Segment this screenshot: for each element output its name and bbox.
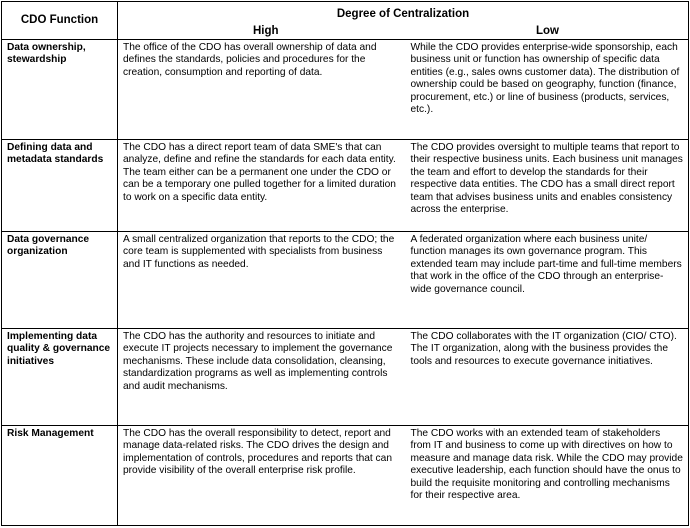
row-function-label: Data governance organization [2, 232, 118, 329]
row-function-label: Data ownership, stewardship [2, 40, 118, 140]
header-degree-title: Degree of Centralization [336, 8, 470, 20]
header-degree-cell [118, 2, 689, 40]
header-row [2, 2, 689, 40]
table-row [2, 140, 689, 232]
header-high: High [253, 25, 279, 37]
table-row [2, 426, 689, 526]
row-function-label: Risk Management [2, 426, 118, 526]
row-function-label: Defining data and metadata standards [2, 140, 118, 232]
table-row [2, 329, 689, 426]
row-high-text: The CDO has the authority and resources to initiate and execute IT projects necessary to implement the governance mechanisms. These include data consolidation, cleansing, standardization programs as well as implementing controls and audit mechanisms. [118, 329, 406, 426]
row-low-text: The CDO provides oversight to multiple teams that report to their respective business units. Each business unit manages the team and effort to develop the standards for their respective data entities. The CDO has a small direct report team that advises business units and enables consistency across the enterprise. [406, 140, 689, 232]
row-high-text: The CDO has the overall responsibility to detect, report and manage data-related risks. The CDO drives the design and implementation of controls, procedures and reports that can provide visibility of the overall enterprise risk profile. [118, 426, 406, 526]
table-row [2, 232, 689, 329]
row-high-text: The office of the CDO has overall ownership of data and defines the standards, policies and procedures for the creation, consumption and reporting of data. [118, 40, 406, 140]
row-high-text: A small centralized organization that reports to the CDO; the core team is supplemented with specialists from business and IT functions as needed. [118, 232, 406, 329]
row-low-text: A federated organization where each business unite/ function manages its own governance program. This extended team may include part-time and full-time members that work in the office of the CDO through an enterprise-wide governance council. [406, 232, 689, 329]
row-high-text: The CDO has a direct report team of data SME's that can analyze, define and refine the standards for each data entity. The team either can be a permanent one under the CDO or can be a temporary one pulled together for a limited duration to work on a specific data entity. [118, 140, 406, 232]
row-function-label: Implementing data quality & governance initiatives [2, 329, 118, 426]
row-low-text: The CDO works with an extended team of stakeholders from IT and business to come up with directives on how to measure and manage data risk. While the CDO may provide executive leadership, each function should have the onus to build the requisite monitoring and controlling mechanisms for their respective area. [406, 426, 689, 526]
row-low-text: The CDO collaborates with the IT organization (CIO/ CTO). The IT organization, along with the business provides the tools and resources to execute governance initiatives. [406, 329, 689, 426]
header-low: Low [536, 25, 559, 37]
table-row [2, 40, 689, 140]
row-low-text: While the CDO provides enterprise-wide sponsorship, each business unit or function has ownership of specific data entities (e.g., sales owns customer data). The distribution of ownership could be based on geography, function (finance, procurement, etc.) or line of business (products, services, etc.). [406, 40, 689, 140]
header-cdo-function: CDO Function [2, 2, 118, 40]
cdo-centralization-table [1, 1, 689, 526]
